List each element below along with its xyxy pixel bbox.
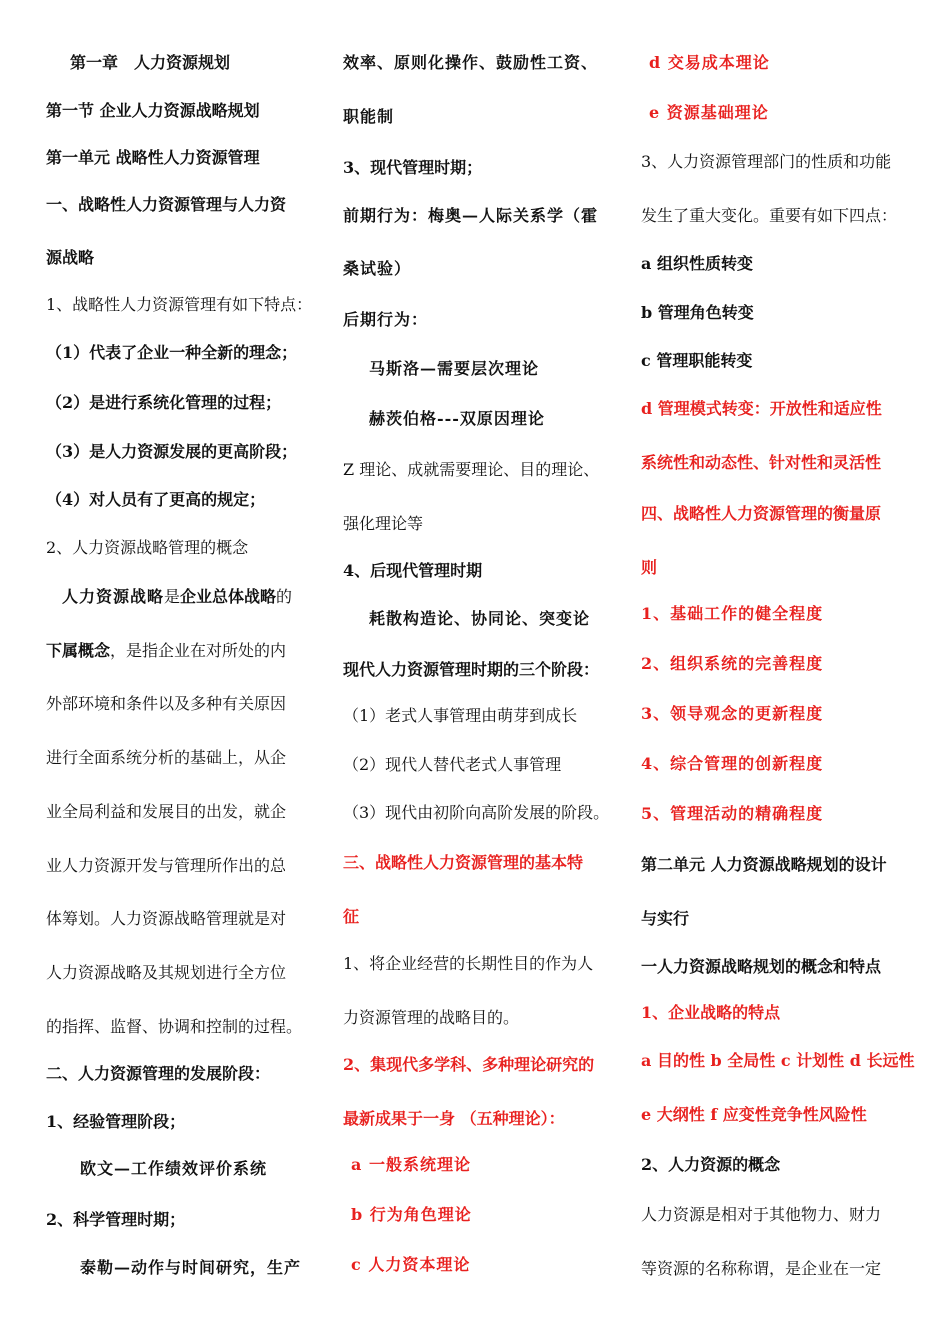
heading-line: 一人力资源战略规划的概念和特点 [641, 957, 882, 976]
paragraph-line: 业人力资源开发与管理所作出的总 [46, 856, 287, 875]
paragraph-line: 力资源管理的战略目的。 [343, 1008, 520, 1027]
list-item: （4）对人员有了更高的规定； [46, 490, 266, 509]
paragraph-line: 2、人力资源战略管理的概念 [46, 538, 249, 557]
heading-1-cont: 源战略 [46, 248, 95, 267]
list-item: 系统性和动态性、针对性和灵活性 [641, 453, 882, 472]
list-item: 欧文—工作绩效评价系统 [80, 1159, 268, 1178]
chapter-title: 第一章 人力资源规划 [70, 53, 231, 72]
paragraph-line: 1、战略性人力资源管理有如下特点： [46, 295, 313, 314]
heading-1: 一、战略性人力资源管理与人力资 [46, 195, 287, 214]
paragraph-line: 业全局利益和发展目的出发，就企 [46, 802, 287, 821]
paragraph-line: 前期行为：梅奥—人际关系学（霍 [343, 206, 599, 225]
list-item: （2）现代人替代老式人事管理 [343, 755, 562, 774]
paragraph-line: 强化理论等 [343, 514, 424, 533]
paragraph-line: 3、人力资源管理部门的性质和功能 [641, 152, 892, 171]
bold-term: 企业总体战略 [180, 587, 277, 606]
list-item: 泰勒—动作与时间研究，生产 [80, 1258, 302, 1277]
list-item: a 目的性 b 全局性 c 计划性 d 长远性 [641, 1051, 915, 1070]
heading-2: 二、人力资源管理的发展阶段： [46, 1064, 271, 1083]
paragraph-line: 效率、原则化操作、鼓励性工资、 [343, 53, 599, 72]
list-item: a 组织性质转变 [641, 254, 753, 273]
list-item: d 交易成本理论 [649, 53, 770, 72]
unit-title: 第二单元 人力资源战略规划的设计 [641, 855, 887, 874]
list-item: 4、后现代管理时期 [343, 561, 483, 580]
list-item: c 管理职能转变 [641, 351, 753, 370]
heading-4: 四、战略性人力资源管理的衡量原 [641, 504, 882, 523]
bold-term: 下属概念 [46, 641, 111, 660]
paragraph-line: 人力资源是相对于其他物力、财力 [641, 1205, 882, 1224]
heading-4-cont: 则 [641, 558, 658, 577]
list-item: 3、领导观念的更新程度 [641, 704, 824, 723]
paragraph-line: 等资源的名称称谓，是企业在一定 [641, 1259, 882, 1278]
list-item: b 管理角色转变 [641, 303, 754, 322]
list-item: 耗散构造论、协同论、突变论 [369, 609, 591, 628]
list-item: e 资源基础理论 [649, 103, 769, 122]
list-item: 1、经验管理阶段； [46, 1112, 186, 1131]
list-item: 最新成果于一身 （五种理论）： [343, 1109, 565, 1128]
paragraph-line: 的指挥、监督、协调和控制的过程。 [46, 1017, 303, 1036]
paragraph-line: 发生了重大变化。重要有如下四点： [641, 206, 898, 225]
paragraph-line: 下属概念，是指企业在对所处的内 [46, 641, 287, 660]
list-item: 2、组织系统的完善程度 [641, 654, 824, 673]
bold-term: 人力资源战略 [62, 587, 165, 606]
heading-3-cont: 征 [343, 907, 360, 926]
paragraph-line: 1、将企业经营的长期性目的作为人 [343, 954, 594, 973]
paragraph-line: 体筹划。人力资源战略管理就是对 [46, 909, 287, 928]
heading-line: 现代人力资源管理时期的三个阶段： [343, 660, 600, 679]
list-item: （2）是进行系统化管理的过程； [46, 393, 282, 412]
list-item: （1）代表了企业一种全新的理念； [46, 343, 298, 362]
paragraph-line: 人力资源战略及其规划进行全方位 [46, 963, 287, 982]
paragraph-line: 外部环境和条件以及多种有关原因 [46, 694, 287, 713]
list-item: （3）现代由初阶向高阶发展的阶段。 [343, 803, 610, 822]
list-item: 5、管理活动的精确程度 [641, 804, 824, 823]
unit-title-cont: 与实行 [641, 909, 690, 928]
list-item: 3、现代管理时期； [343, 158, 483, 177]
list-item: 马斯洛—需要层次理论 [369, 359, 540, 378]
list-item: 2、人力资源的概念 [641, 1155, 781, 1174]
list-item: 4、综合管理的创新程度 [641, 754, 824, 773]
paragraph-line: 进行全面系统分析的基础上，从企 [46, 748, 287, 767]
list-item: （3）是人力资源发展的更高阶段； [46, 442, 298, 461]
paragraph-line: 后期行为： [343, 310, 429, 329]
unit-title: 第一单元 战略性人力资源管理 [46, 148, 260, 167]
heading-3: 三、战略性人力资源管理的基本特 [343, 853, 584, 872]
paragraph-line: Z 理论、成就需要理论、目的理论、 [343, 460, 600, 479]
list-item: 1、基础工作的健全程度 [641, 604, 824, 623]
list-item: 2、集现代多学科、多种理论研究的 [343, 1055, 595, 1074]
paragraph-line: 职能制 [343, 107, 395, 126]
paragraph-line: 人力资源战略是企业总体战略的 [62, 587, 293, 606]
section-title: 第一节 企业人力资源战略规划 [46, 101, 260, 120]
list-item: 2、科学管理时期； [46, 1210, 186, 1229]
list-item: b 行为角色理论 [351, 1205, 472, 1224]
list-item: c 人力资本理论 [351, 1255, 471, 1274]
list-item: e 大纲性 f 应变性竞争性风险性 [641, 1105, 867, 1124]
list-item: 赫茨伯格---双原因理论 [369, 409, 545, 428]
list-item: d 管理模式转变：开放性和适应性 [641, 399, 882, 418]
list-item: （1）老式人事管理由萌芽到成长 [343, 706, 578, 725]
paragraph-line: 桑试验） [343, 259, 412, 278]
list-item: a 一般系统理论 [351, 1155, 471, 1174]
list-item: 1、企业战略的特点 [641, 1003, 781, 1022]
